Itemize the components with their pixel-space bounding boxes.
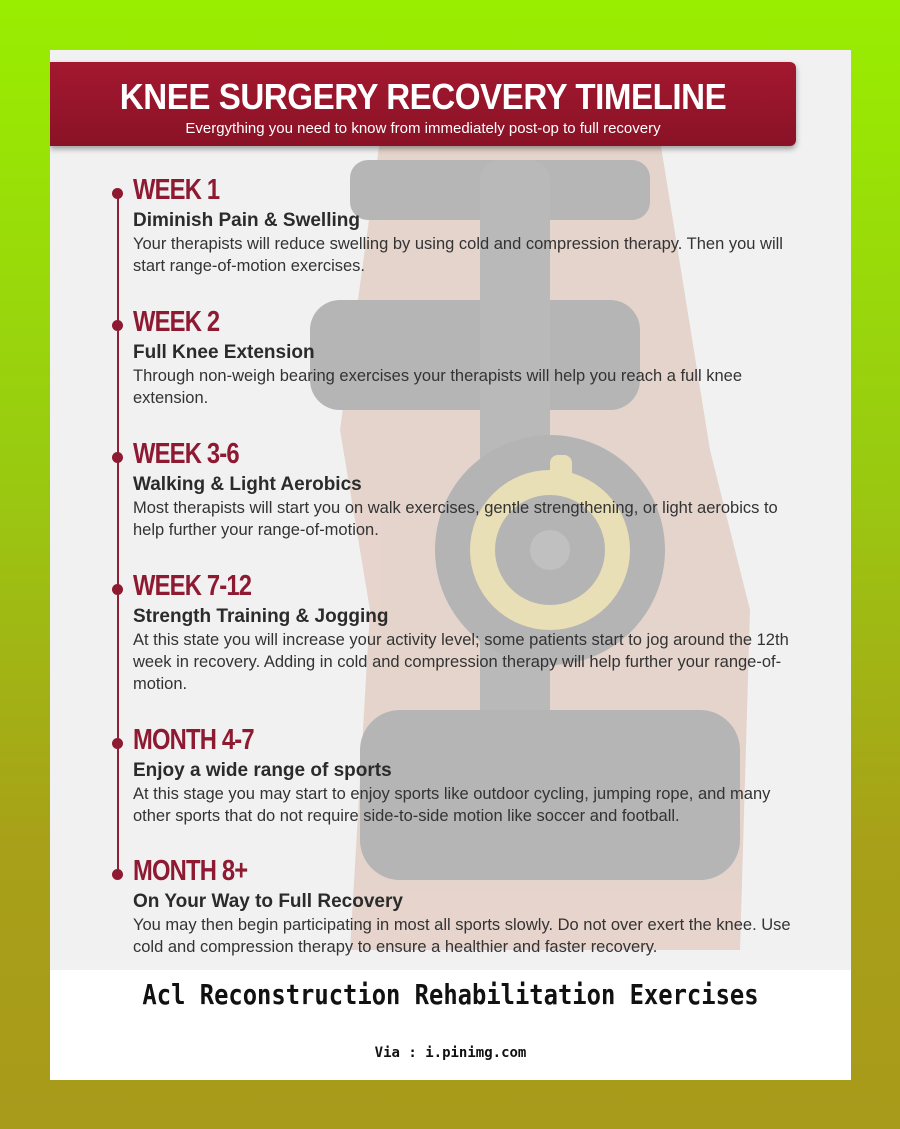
timeline-dot — [112, 320, 123, 331]
timeline-period: MONTH 4-7 — [133, 724, 254, 756]
timeline-dot — [112, 188, 123, 199]
timeline-description: Your therapists will reduce swelling by using cold and compression therapy. Then you will start range-of-motion exercises. — [133, 235, 783, 275]
timeline-description: At this state you will increase your activity level; some patients start to jog around the 12th week in recovery. Adding in cold and compression therapy will help further your range-of-motion. — [133, 631, 789, 693]
timeline-dot — [112, 452, 123, 463]
timeline-heading: Full Knee Extension — [133, 342, 315, 363]
timeline-dot — [112, 584, 123, 595]
timeline-heading: Walking & Light Aerobics — [133, 474, 362, 495]
infographic-title: KNEE SURGERY RECOVERY TIMELINE — [119, 76, 727, 117]
timeline-dot — [112, 869, 123, 880]
timeline-description: Most therapists will start you on walk exercises, gentle strengthening, or light aerobics to help further your range-of-motion. — [133, 499, 778, 539]
timeline-description: Through non-weigh bearing exercises your therapists will help you reach a full knee extension. — [133, 367, 743, 407]
source-link[interactable]: Via : i.pinimg.com — [374, 1045, 527, 1061]
timeline-period: WEEK 1 — [133, 174, 220, 206]
timeline-period: WEEK 3-6 — [133, 438, 239, 470]
timeline-description: At this stage you may start to enjoy sports like outdoor cycling, jumping rope, and many other sports that do not require side-to-side motion like soccer and football. — [133, 785, 771, 825]
timeline-period: WEEK 7-12 — [133, 570, 252, 602]
timeline-line — [117, 193, 119, 873]
infographic-subtitle: Evergything you need to know from immediately post-op to full recovery — [185, 120, 661, 137]
post-caption: Acl Reconstruction Rehabilitation Exercises — [142, 978, 759, 1011]
timeline-dot — [112, 738, 123, 749]
infographic-image — [50, 50, 851, 970]
timeline-heading: Strength Training & Jogging — [133, 606, 389, 627]
timeline-heading: Enjoy a wide range of sports — [133, 760, 392, 781]
timeline-period: WEEK 2 — [133, 306, 220, 338]
timeline-heading: On Your Way to Full Recovery — [133, 891, 403, 912]
timeline-description: You may then begin participating in most all sports slowly. Do not over exert the knee. Use cold and compression therapy to ensure a healthier and faster recovery. — [133, 916, 791, 956]
title-banner — [50, 62, 796, 146]
post-card — [50, 50, 851, 1080]
timeline-heading: Diminish Pain & Swelling — [133, 210, 360, 231]
timeline-period: MONTH 8+ — [133, 855, 248, 887]
